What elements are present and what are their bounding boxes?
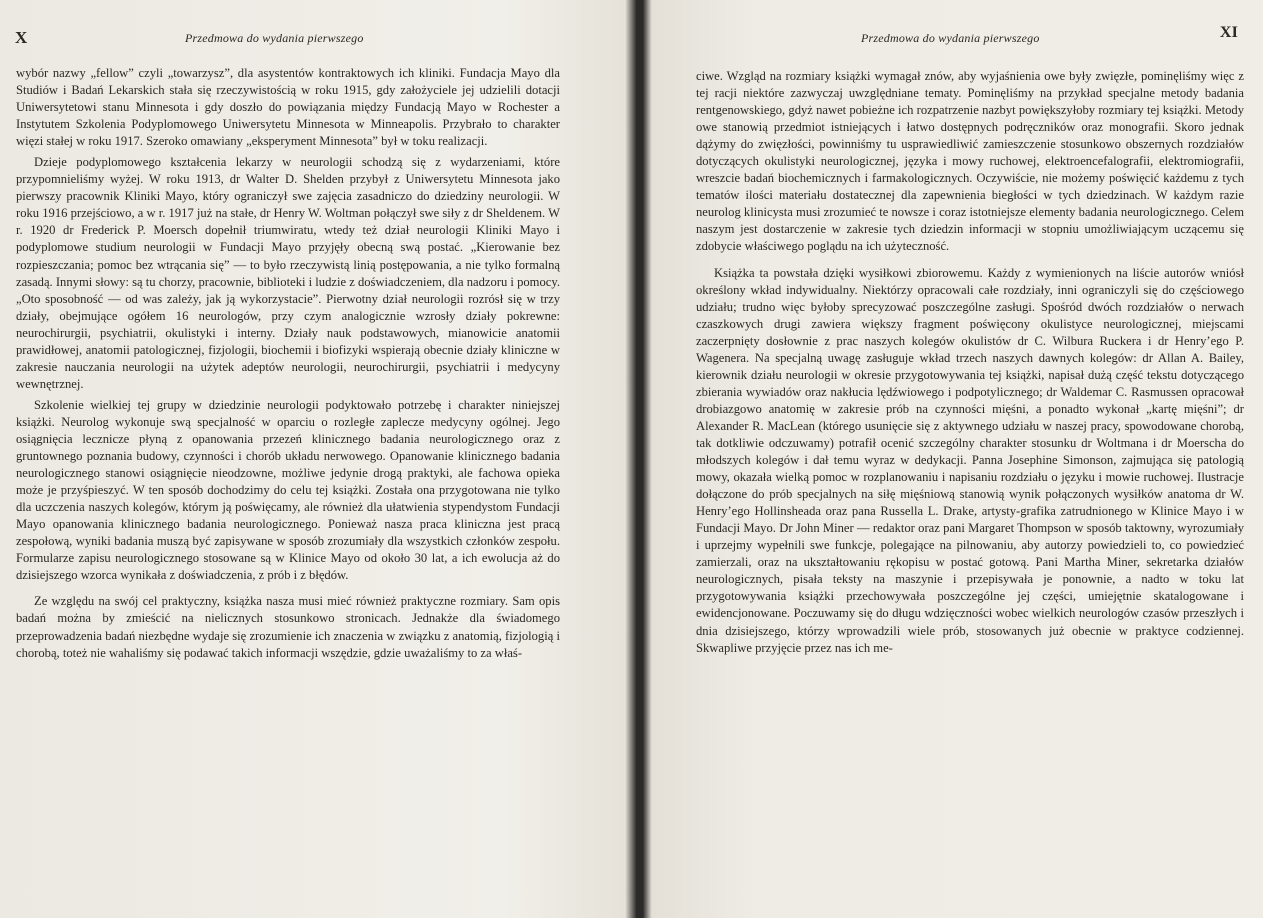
left-paragraph-4: Ze względu na swój cel praktyczny, książka nasza musi mieć również praktyczne rozmiary. Sam opis badań można by zmieścić na nielicznych stosunkowo stronicach. Jednakże dla świadomego przeprowadzenia badań niezbędne wydaje się zrozumienie ich znaczenia w związku z anatomią, fizjologią i chorobą, toteż nie wahaliśmy się podawać takich informacji wszędzie, gdzie uważaliśmy to za właś-	[16, 594, 560, 660]
right-page-body	[696, 68, 1244, 657]
left-paragraph-2: Dzieje podyplomowego kształcenia lekarzy w neurologii schodzą się z wydarzeniami, które przypomnieliśmy wyżej. W roku 1913, dr Walter D. Shelden przybył z Uniwersytetu Minnesota jako pierwszy pracownik Kliniki Mayo, który ograniczył swe zajęcia zasadniczo do dziedziny neurologii. W roku 1916 przejściowo, a w r. 1917 już na stałe, dr Henry W. Woltman połączył swe siły z dr Sheldenem. W r. 1920 dr Frederick P. Moersch dopełnił triumwiratu, wtedy też dział neurologii Kliniki Mayo i podyplomowe studium neurologii w Fundacji Mayo przyjęły obecną swą postać. „Kierowanie bez rozpieszczania; pomoc bez wtrącania się” — to było rzeczywistą linią postępowania, a nie tylko formalną zasadą. Innymi słowy: są tu chorzy, pracownie, biblioteki i ludzie z doświadczeniem, dla nadzoru i pomocy. „Oto sposobność — od was zależy, jak ją wykorzystacie”. Pierwotny dział neurologii rozrósł się w trzy działy, obejmujące ogółem 16 neurologów, przy czym analogicznie wzrosły działy pokrewne: neurochirurgii, psychiatrii, okulistyki i interny. Działy nauk podstawowych, mianowicie anatomii prawidłowej, anatomii patologicznej, fizjologii, biochemii i biofizyki wspierają obecnie działy kliniczne w zakresie nauczania neurologii na użytek adeptów neurologii, neurochirurgii, psychiatrii i medycyny wewnętrznej.	[16, 155, 560, 391]
left-page-number: X	[15, 28, 28, 47]
left-page-body	[16, 65, 560, 662]
right-paragraph-2: Książka ta powstała dzięki wysiłkowi zbiorowemu. Każdy z wymienionych na liście autorów wniósł określony wkład indywidualny. Niektórzy opracowali całe rozdziały, inni ograniczyli się do częściowego udziału; trudno więc byłoby sprecyzować poszczególne zasługi. Spośród dwóch rozdziałów o nerwach czaszkowych drugi zawiera większy fragment poświęcony okulistyce neurologicznej, miejscami zaczerpnięty dosłownie z prac naszych kolegów okulistów dr C. Wilbura Ruckera i dr Henry’ego P. Wagenera. Na specjalną uwagę zasługuje wkład trzech naszych dawnych kolegów: dr Allan A. Bailey, kierownik działu neurologii w okresie przygotowywania tej książki, napisał dużą część tekstu dotyczącego zbierania wywiadów oraz nakłucia lędźwiowego i podpotylicznego; dr Waldemar C. Rasmussen opracował drobiazgowo anatomię w zakresie prób na czynności mięśni, a ponadto wykonał „kartę mięśni”; dr Alexander R. MacLean (którego usunięcie się z aktywnego udziału w naszej pracy, spowodowane chorobą, tak dotkliwie odczuwamy) potrafił ocenić szczególny charakter stosunku dr Woltmana i dr Moerscha do młodszych kolegów i dał temu wyraz w dedykacji. Panna Josephine Simonson, zajmująca się patologią mowy, okazała wielką pomoc w rozplanowaniu i napisaniu rozdziału o języku i mowie ruchowej. Ilustracje dołączone do prób specjalnych na siłę mięśniową stanowią wynik połączonych wysiłków anatoma dr W. Henry’ego Hollinsheada oraz pana Russella L. Drake, artysty-grafika zatrudnionego w Klinice Mayo i w Fundacji Mayo. Dr John Miner — redaktor oraz pani Margaret Thompson w sposób taktowny, wyrozumiały i uprzejmy wypełnili swe funkcje, polegające na pilnowaniu, aby autorzy powiedzieli to, co powiedzieć zamierzali, oraz na ukształtowaniu rękopisu w postać gotową. Pani Martha Miner, sekretarka działów neurologicznych, pisała teksty na maszynie i przepisywała je ponownie, a nadto w toku lat przygotowywania książki przechowywała poszczególne jej części, umiejętnie skatalogowane i ewidencjonowane. Poczuwamy się do długu wdzięczności wobec wielkich neurologów czasów przeszłych i dnia dzisiejszego, którzy wprowadzili wiele prób, stosowanych już obecnie w praktyce codziennej. Skwapliwe przyjęcie przez nas ich me-	[696, 265, 1244, 655]
right-page-header	[696, 24, 1256, 50]
left-paragraph-1: wybór nazwy „fellow” czyli „towarzysz”, dla asystentów kontraktowych ich kliniki. Fundacja Mayo dla Studiów i Badań Lekarskich stała się rzeczywistością w roku 1915, gdy założyciele jej udzielili dotacji Uniwersytetowi stanu Minnesota i gdy doszło do powiązania między Fundacją Mayo w Rochester a Instytutem Szkolenia Podyplomowego Uniwersytetu Minnesota w Minneapolis. Przybrało to charakter więzi stałej w roku 1917. Szeroko omawiany „eksperyment Minnesota” był w toku realizacji.	[16, 66, 560, 149]
left-paragraph-3: Szkolenie wielkiej tej grupy w dziedzinie neurologii podyktowało potrzebę i charakter niniejszej książki. Neurolog wykonuje swą specjalność w oparciu o rozległe zaplecze medycyny ogólnej. Jego osiągnięcia lecznicze płyną z opanowania przezeń klinicznego badania neurologicznego oraz z gruntownego poznania budowy, czynności i chorób układu nerwowego. Opanowanie klinicznego badania neurologicznego stanowi osiągnięcie nieodzowne, możliwe jedynie drogą praktyki, ale fachowa opieka może je przyśpieszyć. W ten sposób dochodzimy do celu tej książki. Została ona przygotowana nie tylko dla uczczenia naszych kolegów, którym ją poświęcamy, ale również dla ułatwienia stypendystom Fundacji Mayo opanowania klinicznego badania neurologicznego. Ponieważ nasza praca kliniczna jest pracą zespołową, wyniki badania muszą być zapisywane w sposób zrozumiały dla wszystkich członków zespołu. Formularze zapisu neurologicznego stosowane są w Klinice Mayo od około 30 lat, a ich ewolucja aż do dzisiejszego wzorca wynikała z doświadczenia, z prób i z błędów.	[16, 397, 560, 583]
left-page-header	[15, 24, 575, 50]
right-page-number: XI	[1219, 24, 1238, 41]
right-page	[652, 0, 1263, 918]
right-running-head: Przedmowa do wydania pierwszego	[861, 31, 1040, 45]
left-running-head: Przedmowa do wydania pierwszego	[185, 31, 364, 45]
left-page	[0, 0, 628, 918]
right-paragraph-1: ciwe. Wzgląd na rozmiary książki wymagał znów, aby wyjaśnienia owe były zwięzłe, pominęliśmy więc z tej racji niektóre zazwyczaj uwzględniane tematy. Pominęliśmy na przykład specjalne metody badania rentgenowskiego, gdyż nawet pobieżne ich rozpatrzenie nazbyt powiększyłoby rozmiary tej książki. Metody owe stanowią przedmiot istniejących i łatwo dostępnych podręczników oraz monografii. Skoro jednak dążymy do zwięzłości, powinniśmy tu usprawiedliwić zamieszczenie stosunkowo obszernych rozdziałów dotyczących okulistyki neurologicznej, języka i mowy ruchowej, elektroencefalografii, elektromiografii, wreszcie badań biochemicznych i farmakologicznych. Oczywiście, nie możemy poświęcić każdemu z tych tematów ilości materiału dostatecznej dla zapewnienia biegłości w tych dziedzinach. W każdym razie neurolog klinicysta musi zrozumieć te nowsze i coraz istotniejsze elementy badania neurologicznego. Celem naszym jest dostarczenie w zakresie tych dziedzin informacji w stopniu umożliwiającym uczącemu się zdobycie właściwego poglądu na ich użyteczność.	[696, 69, 1244, 254]
